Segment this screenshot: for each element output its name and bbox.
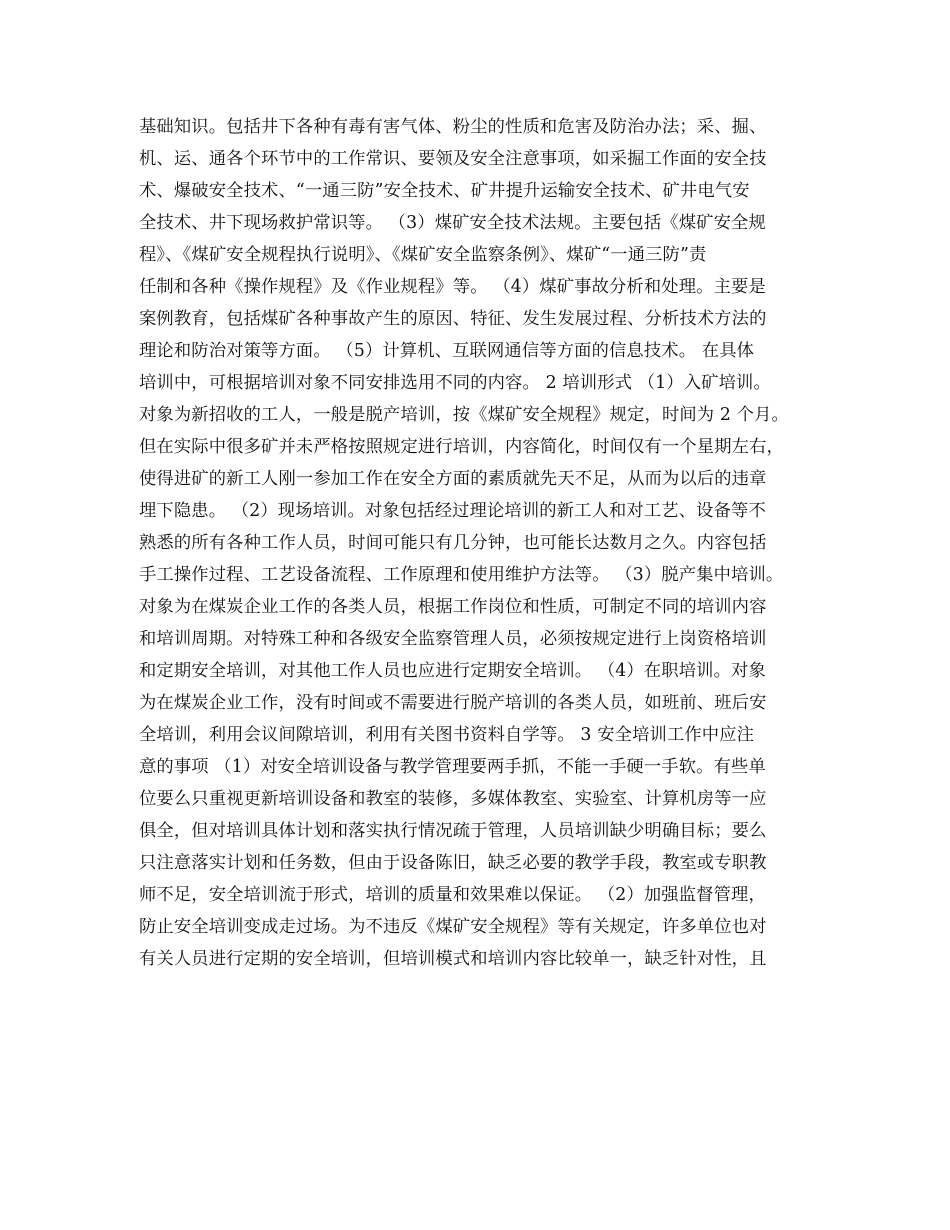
- text-line: 埋下隐患。 （2）现场培训。对象包括经过理论培训的新工人和对工艺、设备等不: [139, 501, 766, 521]
- body-text: [139, 111, 839, 975]
- text-line: 培训中，可根据培训对象不同安排选用不同的内容。 2 培训形式 （1）入矿培训。: [139, 373, 771, 393]
- text-line: 全培训，利用会议间隙培训，利用有关图书资料自学等。 3 安全培训工作中应注: [139, 725, 755, 745]
- text-line: 和培训周期。对特殊工种和各级安全监察管理人员，必须按规定进行上岗资格培训: [139, 629, 767, 649]
- text-line: 和定期安全培训，对其他工作人员也应进行定期安全培训。 （4）在职培训。对象: [139, 661, 766, 681]
- text-line: 对象为在煤炭企业工作的各类人员，根据工作岗位和性质，可制定不同的培训内容: [139, 597, 767, 617]
- text-line: 有关人员进行定期的安全培训，但培训模式和培训内容比较单一，缺乏针对性，且: [139, 949, 767, 969]
- text-line: 防止安全培训变成走过场。为不违反《煤矿安全规程》等有关规定，许多单位也对: [139, 917, 767, 937]
- text-line: 机、运、通各个环节中的工作常识、要领及安全注意事项，如采掘工作面的安全技: [139, 149, 767, 169]
- text-line: 任制和各种《操作规程》及《作业规程》等。 （4）煤矿事故分析和处理。主要是: [139, 277, 766, 297]
- text-line: 意的事项 （1）对安全培训设备与教学管理要两手抓，不能一手硬一手软。有些单: [139, 757, 766, 777]
- text-line: 手工操作过程、工艺设备流程、工作原理和使用维护方法等。 （3）脱产集中培训。: [139, 565, 784, 585]
- text-line: 熟悉的所有各种工作人员，时间可能只有几分钟，也可能长达数月之久。内容包括: [139, 533, 767, 553]
- text-line: 基础知识。包括井下各种有毒有害气体、粉尘的性质和危害及防治办法；采、掘、: [139, 117, 767, 137]
- text-line: 对象为新招收的工人，一般是脱产培训，按《煤矿安全规程》规定，时间为 2 个月。: [139, 405, 789, 425]
- text-line: 只注意落实计划和任务数，但由于设备陈旧，缺乏必要的教学手段，教室或专职教: [139, 853, 767, 873]
- text-line: 俱全，但对培训具体计划和落实执行情况疏于管理，人员培训缺少明确目标；要么: [139, 821, 767, 841]
- text-line: 为在煤炭企业工作，没有时间或不需要进行脱产培训的各类人员，如班前、班后安: [139, 693, 767, 713]
- text-line: 案例教育，包括煤矿各种事故产生的原因、特征、发生发展过程、分析技术方法的: [139, 309, 767, 329]
- text-line: 位要么只重视更新培训设备和教室的装修，多媒体教室、实验室、计算机房等一应: [139, 789, 767, 809]
- text-line: 程》、《煤矿安全规程执行说明》、《煤矿安全监察条例》、煤矿“一通三防”责: [139, 245, 707, 265]
- text-line: 师不足，安全培训流于形式，培训的质量和效果难以保证。 （2）加强监督管理，: [139, 885, 766, 905]
- text-line: 但在实际中很多矿并未严格按照规定进行培训，内容简化，时间仅有一个星期左右，: [139, 437, 784, 457]
- text-line: 理论和防治对策等方面。 （5）计算机、互联网通信等方面的信息技术。 在具体: [139, 341, 755, 361]
- text-line: 全技术、井下现场救护常识等。 （3）煤矿安全技术法规。主要包括《煤矿安全规: [139, 213, 766, 233]
- text-line: 使得进矿的新工人刚一参加工作在安全方面的素质就先天不足，从而为以后的违章: [139, 469, 767, 489]
- text-line: 术、爆破安全技术、“一通三防”安全技术、矿井提升运输安全技术、矿井电气安: [139, 181, 750, 201]
